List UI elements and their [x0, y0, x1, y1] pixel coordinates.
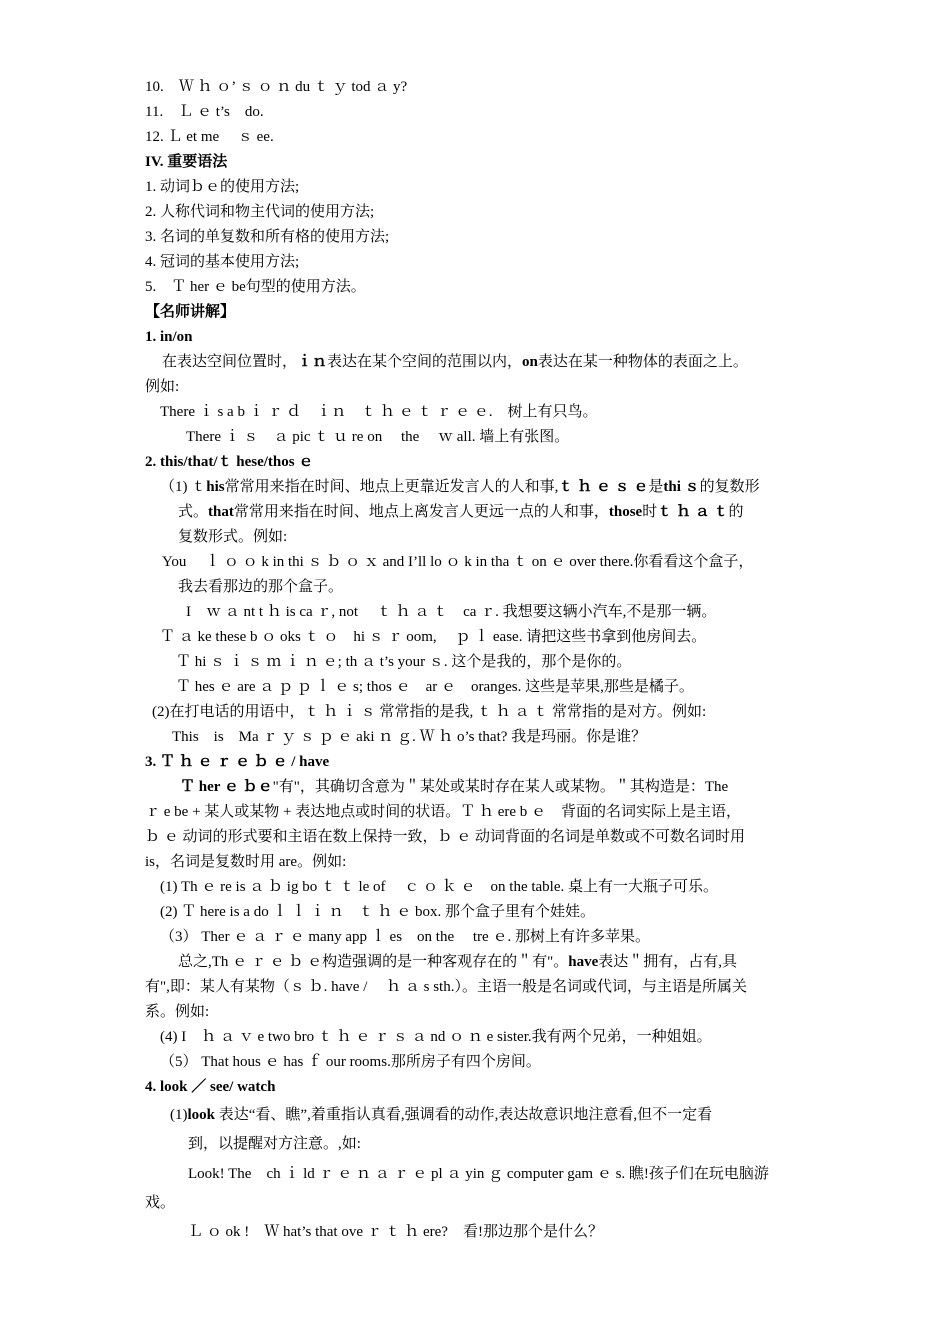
grammar-item-4: 4. 冠词的基本使用方法;	[145, 254, 300, 270]
section-1-paragraph-line2: 例如:	[145, 379, 180, 395]
grammar-item-3: 3. 名词的单复数和所有格的使用方法;	[145, 229, 390, 245]
section-3-paragraph-1-line3: ｂ ｅ 动词的形式要和主语在数上保持一致，ｂ ｅ 动词背面的名词是单数或不可数名词时用	[145, 829, 746, 845]
section-3-example-1: (1) Th ｅ re is ａ ｂ ig bo ｔ ｔ le of ｃ ｏ ｋ ｅ on the table. 桌上有一大瓶子可乐。	[160, 879, 719, 895]
section-2-heading: 2. this/that/ｔ hese/thos ｅ	[145, 454, 314, 470]
phrase-11: 11. Ｌ ｅ t’s do.	[145, 104, 264, 120]
section-4-heading: 4. look ／ see/ watch	[145, 1079, 276, 1095]
section-4-paragraph-1: (1)look 表达“看、瞧”,着重指认真看,强调看的动作,表达故意识地注意看,但不一定看	[170, 1107, 713, 1123]
section-4-example-2: Ｌ ｏ ok ! Ｗ hat’s that ove ｒ ｔ ｈ ere? 看!那边那个是什么？	[188, 1224, 603, 1240]
section-1-heading: 1. in/on	[145, 329, 193, 345]
section-4-paragraph-1-line2: 到，以提醒对方注意。,如:	[188, 1136, 361, 1152]
section-3-paragraph-1-line2: ｒ e be + 某人或某物 + 表达地点或时间的状语。Ｔ ｈ ere b ｅ 背面的名词实际上是主语，	[145, 804, 742, 820]
section-2-paragraph-2: (2)在打电话的用语中，ｔ ｈ ｉ ｓ 常常指的是我, ｔ ｈ ａ ｔ 常常指的是对方。例如:	[152, 704, 707, 720]
grammar-item-1: 1. 动词ｂｅ的使用方法;	[145, 179, 300, 195]
section-3-example-5: （5） That hous ｅ has ｆ our rooms.那所房子有四个房间。	[160, 1054, 541, 1070]
section-3-paragraph-2-line3: 系。例如:	[145, 1004, 210, 1020]
section-3-heading: 3. Ｔ ｈ ｅ ｒ ｅ ｂ ｅ / have	[145, 754, 330, 770]
section-4-example-1-line2: 戏。	[145, 1195, 176, 1211]
section-1-example-2: There ｉ ｓ ａ pic ｔ ｕ re on the ｗ all. 墙上有张图。	[186, 429, 570, 445]
section-3-paragraph-2-line2: 有",即：某人有某物（ｓ ｂ. have / ｈ ａ s sth.）。主语一般是名词或代词，与主语是所属关	[145, 979, 747, 995]
section-2-paragraph-1-line2: 式。that常常用来指在时间、地点上离发言人更远一点的人和事，those时ｔ ｈ ａ ｔ的	[178, 504, 744, 520]
section-2-example-6: This is Ma ｒ ｙ ｓ ｐ ｅ aki ｎ ｇ. Ｗ ｈ o’s that? 我是玛丽。你是谁？	[172, 729, 647, 745]
section-2-example-1: You ｌ ｏ ｏ k in thi ｓ ｂ ｏ ｘ and I’ll lo ｏ k in tha ｔ on ｅ over there.你看看这个盒子，	[162, 554, 754, 570]
section-1-paragraph: 在表达空间位置时，ｉｎ表达在某个空间的范围以内，on表达在某一种物体的表面之上。	[162, 354, 748, 370]
section-3-paragraph-2: 总之,Th ｅ ｒ ｅ ｂ ｅ构造强调的是一种客观存在的＂有"。have表达＂拥有，占有,具	[178, 954, 738, 970]
section-2-example-5: Ｔ hes ｅ are ａ ｐ ｐ ｌ ｅ s; thos ｅ ar ｅ oranges. 这些是苹果,那些是橘子。	[176, 679, 694, 695]
section-3-paragraph-1-line4: is，名词是复数时用 are。例如:	[145, 854, 347, 870]
teacher-heading: 【名师讲解】	[145, 304, 236, 320]
grammar-heading: IV. 重要语法	[145, 154, 228, 170]
section-3-paragraph-1: Ｔ her ｅ ｂｅ"有"，其确切含意为＂某处或某时存在某人或某物。＂其构造是：The	[180, 779, 729, 795]
section-1-example-1: There ｉ s a b ｉ ｒ ｄ ｉｎ ｔ ｈ ｅ ｔ ｒ ｅ ｅ. 树上有只鸟。	[160, 404, 598, 420]
grammar-item-5: 5. Ｔ her ｅ be句型的使用方法。	[145, 279, 366, 295]
section-2-example-4: Ｔ hi ｓ ｉ ｓ ｍ ｉ ｎ ｅ; th ａ t’s your ｓ. 这个是我的，那个是你的。	[176, 654, 632, 670]
section-2-example-1-line2: 我去看那边的那个盒子。	[178, 579, 344, 595]
section-2-paragraph-1: （1) ｔhis常常用来指在时间、地点上更靠近发言人的人和事,ｔ ｈ ｅ ｓ ｅ是thi ｓ的复数形	[160, 479, 760, 495]
section-3-example-3: （3） Ther ｅ ａ ｒ ｅ many app ｌ es on the tre ｅ. 那树上有许多苹果。	[160, 929, 650, 945]
section-2-paragraph-1-line3: 复数形式。例如:	[178, 529, 288, 545]
section-2-example-3: Ｔ ａ ke these b ｏ oks ｔ ｏ hi ｓ ｒ oom, ｐ ｌ ease. 请把这些书拿到他房间去。	[160, 629, 707, 645]
phrase-12: 12. Ｌ et me ｓ ee.	[145, 129, 274, 145]
section-3-example-2: (2) Ｔ here is a do ｌ ｌ ｉ ｎ ｔ ｈ ｅ box. 那个盒子里有个娃娃。	[160, 904, 595, 920]
grammar-item-2: 2. 人称代词和物主代词的使用方法;	[145, 204, 375, 220]
section-4-example-1: Look! The ch ｉ ld ｒ ｅ ｎ ａ ｒ ｅ pl ａ yin ｇ computer gam ｅ s. 瞧!孩子们在玩电脑游	[188, 1166, 769, 1182]
section-3-example-4: (4) I ｈ ａ ｖ e two bro ｔ ｈ ｅ ｒ ｓ ａ nd ｏ ｎ e sister.我有两个兄弟，一种姐姐。	[160, 1029, 712, 1045]
phrase-10: 10. Ｗ ｈ ｏ’ ｓ ｏ ｎ du ｔ ｙ tod ａ y?	[145, 79, 408, 95]
section-2-example-2: I ｗ ａ nt t ｈ is ca ｒ, not ｔ ｈ ａ ｔ ca ｒ. 我想要这辆小汽车,不是那一辆。	[186, 604, 717, 620]
